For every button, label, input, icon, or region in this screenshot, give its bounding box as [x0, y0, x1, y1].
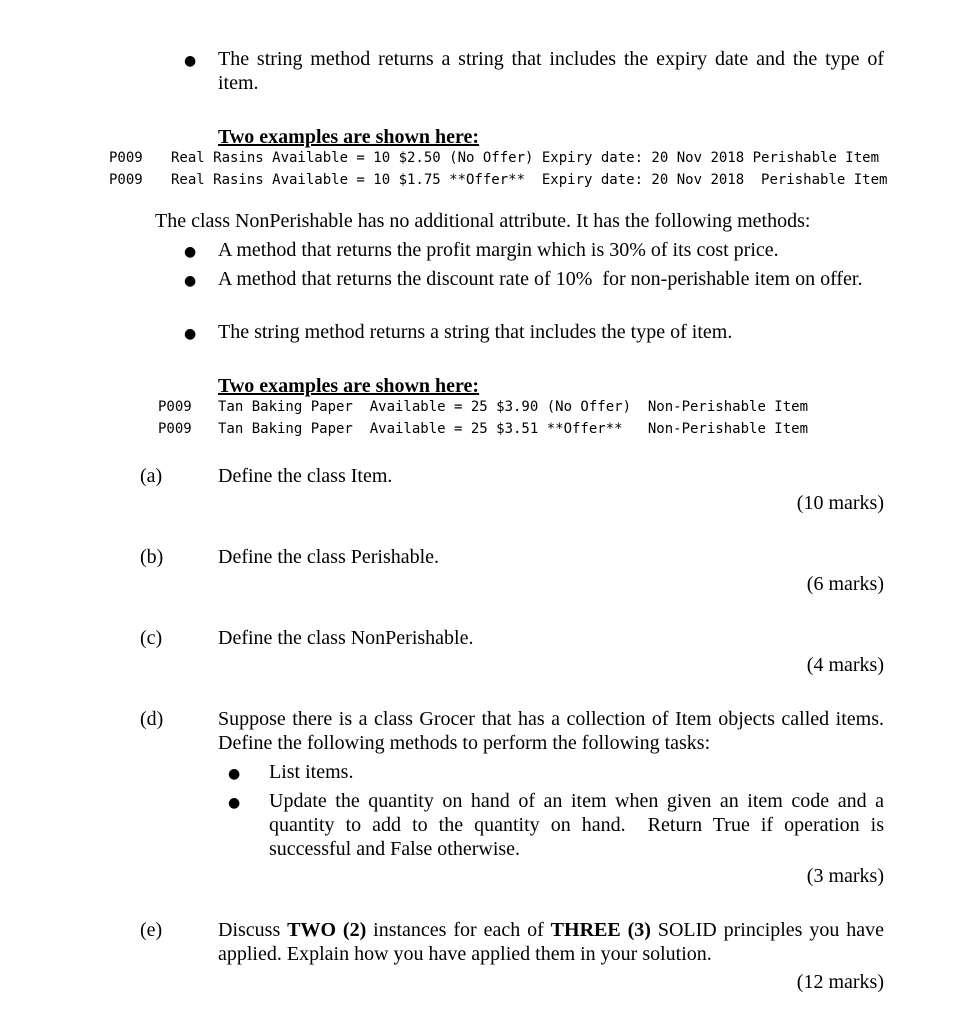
question-label: (c): [140, 627, 163, 649]
question-marks: (12 marks): [796, 971, 884, 993]
question-text: Define the class Item.: [218, 465, 393, 487]
perishable-string-bullet: The string method returns a string that includes the expiry date and the type of item.: [218, 48, 884, 94]
question-marks: (3 marks): [806, 865, 884, 887]
nonperishable-intro: The class NonPerishable has no additional attribute. It has the following methods:: [155, 210, 811, 232]
example-line: Real Rasins Available = 10 $1.75 **Offer** Expiry date: 20 Nov 2018 Perishable Item: [171, 172, 888, 188]
perishable-examples-heading: Two examples are shown here:: [218, 126, 480, 148]
question-bullet: Update the quantity on hand of an item when given an item code and a quantity to add to the quantity on hand. Return True if operation is successful and False otherwise.: [269, 790, 889, 860]
bullet-marker: ●: [184, 244, 197, 260]
example-code: P009: [158, 421, 192, 437]
example-line: Real Rasins Available = 10 $2.50 (No Offer) Expiry date: 20 Nov 2018 Perishable Item: [171, 150, 880, 166]
emphasis: TWO (2): [287, 919, 367, 941]
nonperishable-examples-heading: Two examples are shown here:: [218, 375, 480, 397]
nonperishable-bullet: A method that returns the discount rate of 10% for non-perishable item on offer.: [218, 268, 863, 290]
example-line: Tan Baking Paper Available = 25 $3.51 **Offer** Non-Perishable Item: [218, 421, 809, 437]
bullet-marker: ●: [184, 273, 197, 289]
example-line: Tan Baking Paper Available = 25 $3.90 (No Offer) Non-Perishable Item: [218, 399, 809, 415]
question-label: (a): [140, 465, 163, 487]
question-text: Define the class NonPerishable.: [218, 627, 474, 649]
bullet-marker: ●: [228, 766, 241, 782]
question-text: Discuss TWO (2) instances for each of THREE (3) SOLID principles you have applied. Explain how you have applied them in your solution.: [218, 919, 885, 965]
bullet-marker: ●: [228, 795, 241, 811]
question-text: Define the class Perishable.: [218, 546, 440, 568]
question-label: (b): [140, 546, 164, 568]
question-bullet: List items.: [269, 761, 354, 783]
nonperishable-bullet: The string method returns a string that includes the type of item.: [218, 321, 733, 343]
question-text: Suppose there is a class Grocer that has a collection of Item objects called items. Define the following methods to perform the following tasks:: [218, 708, 884, 754]
emphasis: THREE (3): [550, 919, 651, 941]
example-code: P009: [109, 172, 143, 188]
question-label: (d): [140, 708, 164, 730]
nonperishable-bullet: A method that returns the profit margin which is 30% of its cost price.: [218, 239, 779, 261]
example-code: P009: [158, 399, 192, 415]
question-label: (e): [140, 919, 163, 941]
question-marks: (6 marks): [806, 573, 884, 595]
question-marks: (10 marks): [796, 492, 884, 514]
bullet-marker: ●: [184, 53, 197, 69]
question-marks: (4 marks): [806, 654, 884, 676]
example-code: P009: [109, 150, 143, 166]
bullet-marker: ●: [184, 326, 197, 342]
